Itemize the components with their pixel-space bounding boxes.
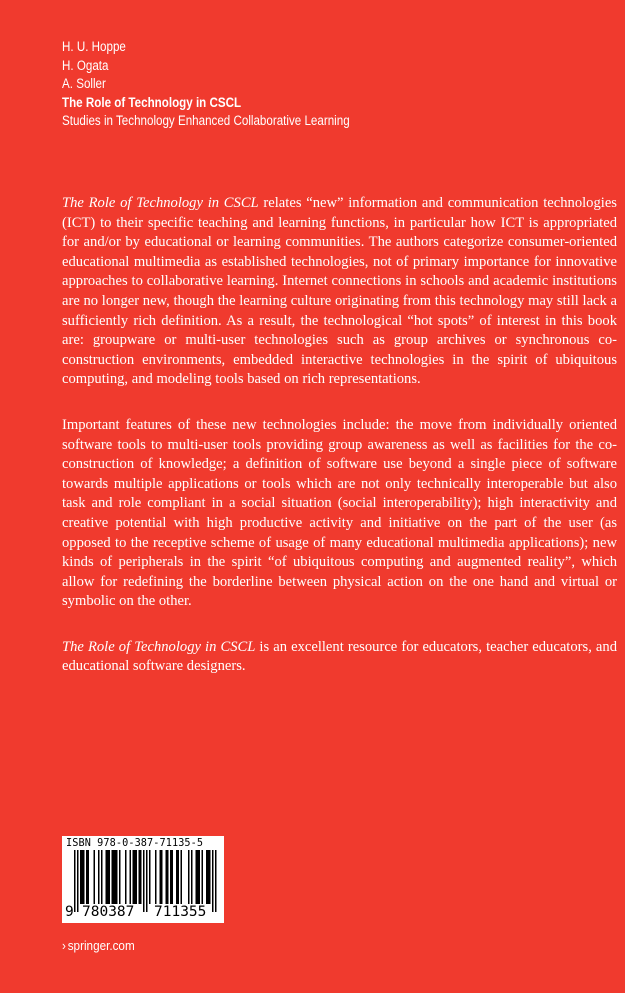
back-cover-blurb (62, 194, 617, 703)
chevron-right-icon: › (62, 938, 66, 953)
blurb-paragraph-3 (62, 638, 617, 677)
blurb-paragraph-1 (62, 194, 617, 390)
blurb-paragraph-2 (62, 416, 617, 612)
cover-header (62, 38, 372, 131)
isbn-label: ISBN 978-0-387-71135-5 (66, 838, 204, 849)
barcode-digit-first: 9 (65, 904, 74, 920)
book-title: The Role of Technology in CSCL (62, 94, 242, 110)
isbn-barcode-box (62, 836, 224, 923)
author-name: A. Soller (62, 76, 106, 91)
author-name: H. U. Hoppe (62, 39, 126, 54)
paragraph-text: relates “new” information and communication technologies (ICT) to their specific teaching and learning functions, in particular how ICT is appropriated for and/or by educational or learning communities. The authors categorize consumer-oriented educational multimedia as established technologies, not of primary importance for innovative approaches to collaborative learning. Internet connections in schools and academic institutions are no longer new, though the learning culture originating from this technology may still lack a sufficiently rich definition. As a result, the technological “hot spots” of interest in this book are: groupware or multi-user technologies such as group archives or synchronous co-construction environments, embedded interactive technologies in the spirit of ubiquitous computing, and modeling tools based on rich representations. (62, 195, 617, 388)
publisher-url[interactable]: springer.com (67, 938, 135, 953)
publisher-footer (62, 938, 135, 953)
title-reference: The Role of Technology in CSCL (62, 195, 259, 211)
paragraph-text: Important features of these new technologies include: the move from individually oriented software tools to multi-user tools providing group awareness as well as facilities for the co-construction of knowledge; a definition of software use beyond a single piece of software towards multiple applications or tools which are not only technically interoperable but also task and role compliant in a social situation (social interoperability); high interactivity and creative potential with high productive activity and initiative on the part of the user (as opposed to the receptive scheme of usage of many educational multimedia applications); new kinds of peripherals in the spirit “of ubiquitous computing and augmented reality”, which allow for redefining the borderline between physical action on the one hand and virtual or symbolic on the other. (62, 416, 617, 610)
paragraph-text: is an excellent resource for educators, teacher educators, and educational software designers. (62, 638, 617, 675)
barcode-digits-left: 780387 (82, 904, 135, 920)
series-title: Studies in Technology Enhanced Collaborative Learning (62, 113, 350, 128)
title-reference: The Role of Technology in CSCL (62, 638, 256, 655)
barcode-digits-right: 711355 (154, 904, 207, 920)
author-name: H. Ogata (62, 57, 109, 73)
